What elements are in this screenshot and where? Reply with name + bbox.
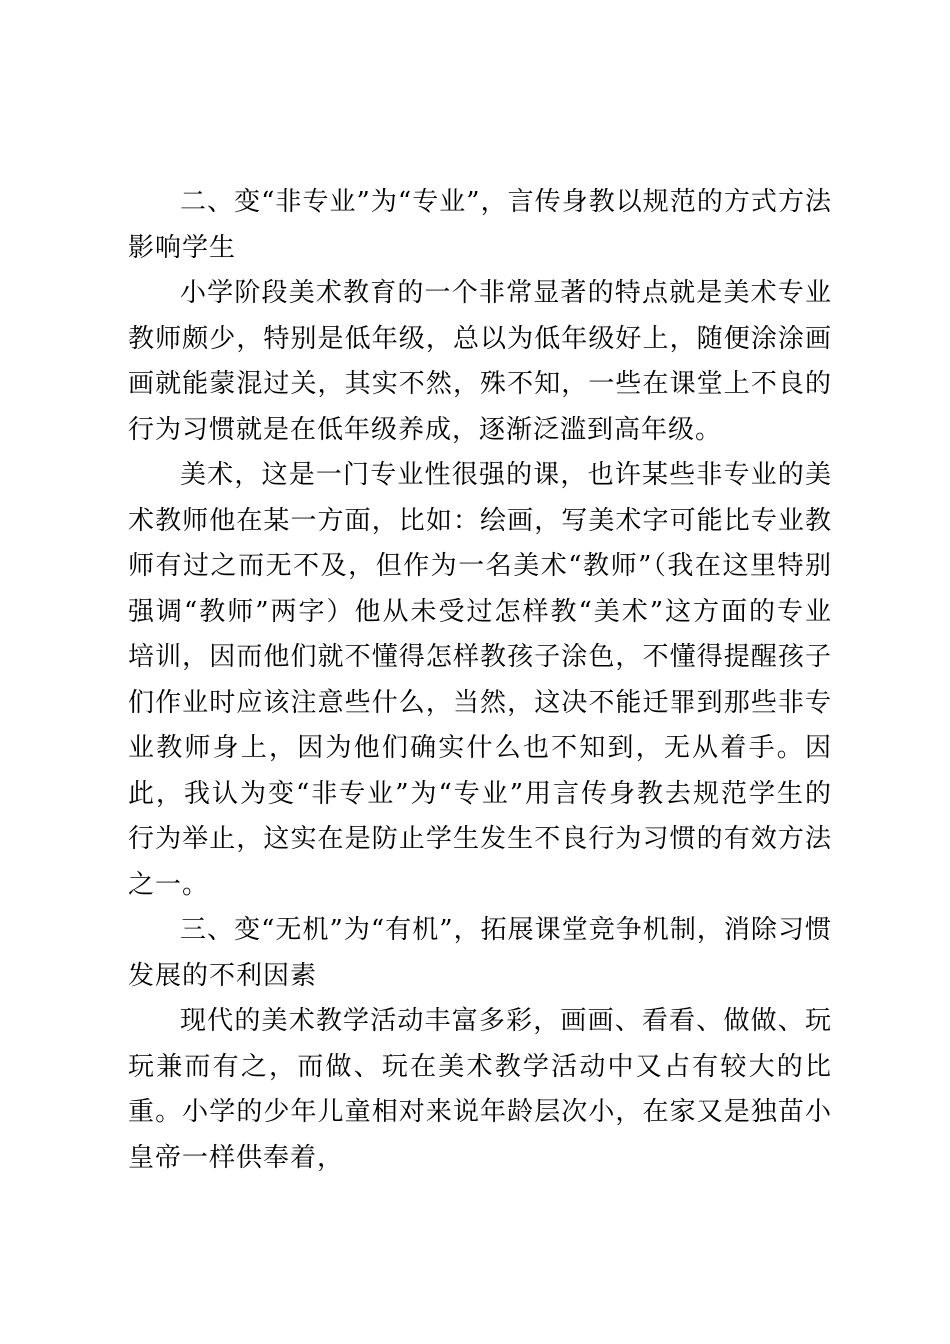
section-heading-two: 二、变“非专业”为“专业”，言传身教以规范的方式方法影响学生	[128, 187, 832, 263]
section-heading-three: 三、变“无机”为“有机”，拓展课堂竞争机制，消除习惯发展的不利因素	[128, 915, 832, 991]
document-page	[128, 180, 832, 1181]
body-paragraph: 美术，这是一门专业性很强的课，也许某些非专业的美术教师他在某一方面，比如：绘画，写美术字可能比专业教师有过之而无不及，但作为一名美术“教师”（我在这里特别强调“教师”两字）他从未受过怎样教“美术”这方面的专业培训，因而他们就不懂得怎样教孩子涂色，不懂得提醒孩子们作业时应该注意些什么，当然，这决不能迁罪到那些非专业教师身上，因为他们确实什么也不知到，无从着手。因此，我认为变“非专业”为“专业”用言传身教去规范学生的行为举止，这实在是防止学生发生不良行为习惯的有效方法之一。	[128, 460, 832, 900]
body-paragraph: 小学阶段美术教育的一个非常显著的特点就是美术专业教师颇少，特别是低年级，总以为低年级好上，随便涂涂画画就能蒙混过关，其实不然，殊不知，一些在课堂上不良的行为习惯就是在低年级养成，逐渐泛滥到高年级。	[128, 278, 832, 445]
body-paragraph: 现代的美术教学活动丰富多彩，画画、看看、做做、玩玩兼而有之，而做、玩在美术教学活动中又占有较大的比重。小学的少年儿童相对来说年龄层次小，在家又是独苗小皇帝一样供奉着，	[128, 1006, 832, 1173]
